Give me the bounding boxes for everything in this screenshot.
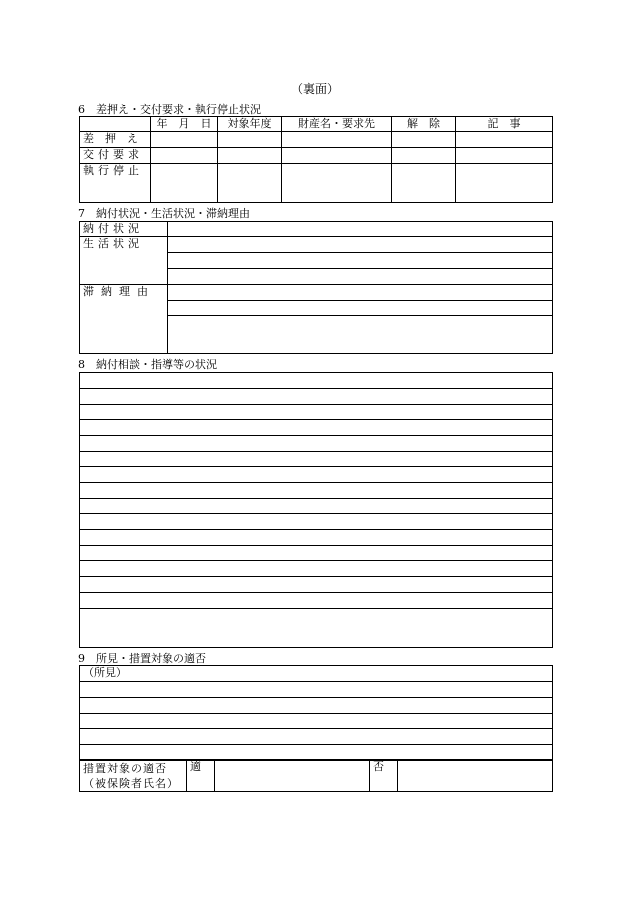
insured-name-label: （被保険者氏名）	[83, 777, 179, 790]
ruled-line	[80, 388, 552, 389]
delinquency-reason-line[interactable]	[168, 301, 553, 316]
ruled-line	[80, 404, 552, 405]
ruled-line	[80, 608, 552, 609]
execution-stay-row	[80, 164, 553, 203]
ruled-line	[80, 744, 552, 745]
delivery-request-year-cell[interactable]	[218, 148, 282, 164]
section-8-heading: 8 納付相談・指導等の状況	[78, 358, 217, 371]
suitability-label-cell	[80, 760, 187, 792]
seizure-release-cell[interactable]	[392, 132, 456, 148]
ruled-line	[80, 681, 552, 682]
section-7-heading: 7 納付状況・生活状況・滞納理由	[78, 207, 250, 220]
seizure-header-year: 対象年度	[218, 117, 282, 132]
delivery-request-notes-cell[interactable]	[456, 148, 553, 164]
payment-status-label: 納付状況	[80, 222, 168, 237]
suitability-row	[80, 760, 553, 792]
section-6-heading: 6 差押え・交付要求・執行停止状況	[78, 103, 261, 116]
ruled-line	[80, 529, 552, 530]
delivery-request-property-cell[interactable]	[282, 148, 392, 164]
execution-stay-release-cell[interactable]	[392, 164, 456, 203]
ruled-line	[80, 419, 552, 420]
living-status-line[interactable]	[168, 253, 553, 269]
seizure-notes-cell[interactable]	[456, 132, 553, 148]
ruled-line	[80, 592, 552, 593]
delivery-request-release-cell[interactable]	[392, 148, 456, 164]
not-suitable-label: 否	[370, 760, 398, 792]
remarks-box[interactable]	[79, 665, 553, 761]
ruled-line	[80, 697, 552, 698]
delivery-request-label: 交付要求	[80, 148, 151, 164]
ruled-line	[80, 498, 552, 499]
living-status-row	[80, 237, 553, 253]
consultation-box[interactable]	[79, 372, 553, 648]
ruled-line	[80, 728, 552, 729]
seizure-header-row	[80, 117, 553, 132]
execution-stay-property-cell[interactable]	[282, 164, 392, 203]
ruled-line	[80, 482, 552, 483]
section-9-heading: 9 所見・措置対象の適否	[78, 652, 206, 665]
delinquency-reason-line[interactable]	[168, 285, 553, 301]
execution-stay-year-cell[interactable]	[218, 164, 282, 203]
page-title: （裏面）	[290, 82, 339, 96]
living-status-label: 生活状況	[80, 237, 168, 285]
payment-status-row	[80, 222, 553, 237]
delinquency-reason-label: 滞納理由	[80, 285, 168, 354]
execution-stay-date-cell[interactable]	[151, 164, 218, 203]
suitability-table	[79, 759, 553, 792]
ruled-line	[80, 466, 552, 467]
suitable-label: 適	[187, 760, 215, 792]
ruled-line	[80, 576, 552, 577]
delivery-request-row	[80, 148, 553, 164]
execution-stay-notes-cell[interactable]	[456, 164, 553, 203]
execution-stay-label: 執行停止	[80, 164, 151, 203]
remarks-label: （所見）	[83, 666, 127, 679]
seizure-row-label: 差 押 え	[80, 132, 151, 148]
not-suitable-field[interactable]	[398, 760, 553, 792]
seizure-header-release: 解 除	[392, 117, 456, 132]
living-status-line[interactable]	[168, 269, 553, 285]
delinquency-reason-row	[80, 285, 553, 301]
seizure-header-property: 財産名・要求先	[282, 117, 392, 132]
delivery-request-date-cell[interactable]	[151, 148, 218, 164]
delinquency-reason-line[interactable]	[168, 316, 553, 354]
living-status-line[interactable]	[168, 237, 553, 253]
payment-status-table	[79, 221, 553, 354]
seizure-row	[80, 132, 553, 148]
ruled-line	[80, 545, 552, 546]
ruled-line	[80, 713, 552, 714]
seizure-header-notes: 記 事	[456, 117, 553, 132]
ruled-line	[80, 435, 552, 436]
seizure-header-date: 年 月 日	[151, 117, 218, 132]
seizure-header-blank	[80, 117, 151, 132]
suitable-field[interactable]	[215, 760, 370, 792]
seizure-table	[79, 116, 553, 203]
ruled-line	[80, 560, 552, 561]
suitability-label: 措置対象の適否	[83, 762, 167, 775]
ruled-line	[80, 451, 552, 452]
seizure-date-cell[interactable]	[151, 132, 218, 148]
payment-status-field[interactable]	[168, 222, 553, 237]
ruled-line	[80, 513, 552, 514]
seizure-year-cell[interactable]	[218, 132, 282, 148]
seizure-property-cell[interactable]	[282, 132, 392, 148]
